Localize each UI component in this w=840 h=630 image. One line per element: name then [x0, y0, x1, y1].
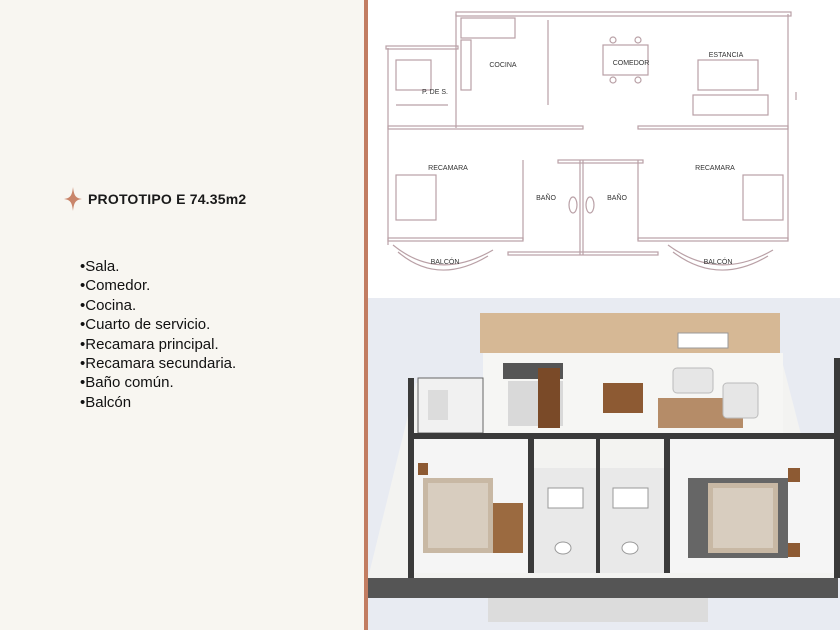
sparkle-icon: [64, 187, 82, 211]
plan-label-cocina: COCINA: [489, 62, 517, 69]
feature-item: •Comedor.: [80, 277, 151, 295]
plans-panel: [368, 0, 840, 630]
plan-label-comedor: COMEDOR: [612, 60, 650, 67]
plan-label-balcon-right: BALCÓN: [703, 259, 733, 266]
plan-label-recamara-left: RECAMARA: [428, 165, 468, 172]
feature-item: •Recamara secundaria.: [80, 355, 237, 373]
prototype-title: PROTOTIPO E 74.35m2: [88, 191, 247, 207]
plan-label-estancia: ESTANCIA: [708, 52, 744, 59]
feature-item: •Cuarto de servicio.: [80, 316, 211, 334]
info-panel: [0, 0, 364, 630]
feature-item: •Sala.: [80, 258, 120, 275]
plan-label-recamara-right: RECAMARA: [695, 165, 735, 172]
plan-label-bano-left: BAÑO: [536, 195, 556, 202]
floor-plan-drawing: [368, 0, 840, 298]
feature-list: [80, 257, 236, 412]
plan-label-bano-right: BAÑO: [607, 195, 627, 202]
plan-label-balcon-left: BALCÓN: [430, 259, 460, 266]
feature-item: •Recamara principal.: [80, 335, 219, 353]
render-3d-illustration: [368, 298, 840, 630]
plan-label-p-de-s: P. DE S.: [422, 89, 448, 96]
feature-item: •Balcón: [80, 393, 132, 411]
feature-item: •Baño común.: [80, 374, 174, 392]
title-row: [64, 187, 246, 211]
feature-item: •Cocina.: [80, 296, 137, 314]
